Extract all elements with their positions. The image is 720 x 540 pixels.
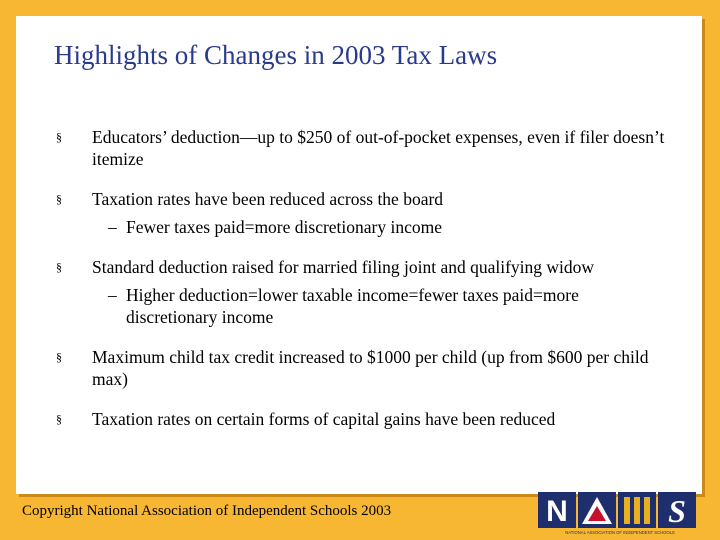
logo-caption: NATIONAL ASSOCIATION OF INDEPENDENT SCHOOLS <box>565 530 675 535</box>
copyright-footer: Copyright National Association of Independent Schools 2003 <box>22 503 392 519</box>
sub-bullet-marker: – <box>108 285 117 305</box>
bullet-text: Taxation rates on certain forms of capital gains have been reduced <box>92 409 556 429</box>
logo-s-letter: S <box>668 493 686 529</box>
bullet-marker: § <box>56 130 62 144</box>
bullet-marker: § <box>56 260 62 274</box>
bullet-marker: § <box>56 412 62 426</box>
bullet-text: Educators’ deduction—up to $250 of out-of-pocket expenses, even if filer doesn’t itemize <box>92 127 665 169</box>
bullet-marker: § <box>56 192 62 206</box>
bullet-text: Standard deduction raised for married filing joint and qualifying widow <box>92 257 595 277</box>
logo-n-letter: N <box>546 495 568 528</box>
sub-bullet-text: Fewer taxes paid=more discretionary income <box>126 217 443 237</box>
bullet-marker: § <box>56 350 62 364</box>
sub-bullet-text: Higher deduction=lower taxable income=fewer taxes paid=more discretionary income <box>126 285 579 327</box>
bullet-text: Maximum child tax credit increased to $1000 per child (up from $600 per child max) <box>92 347 649 389</box>
sub-bullet-marker: – <box>108 217 117 237</box>
slide <box>16 16 702 494</box>
nais-logo <box>536 488 704 536</box>
slide-title: Highlights of Changes in 2003 Tax Laws <box>54 40 498 70</box>
bullet-text: Taxation rates have been reduced across the board <box>92 189 444 209</box>
